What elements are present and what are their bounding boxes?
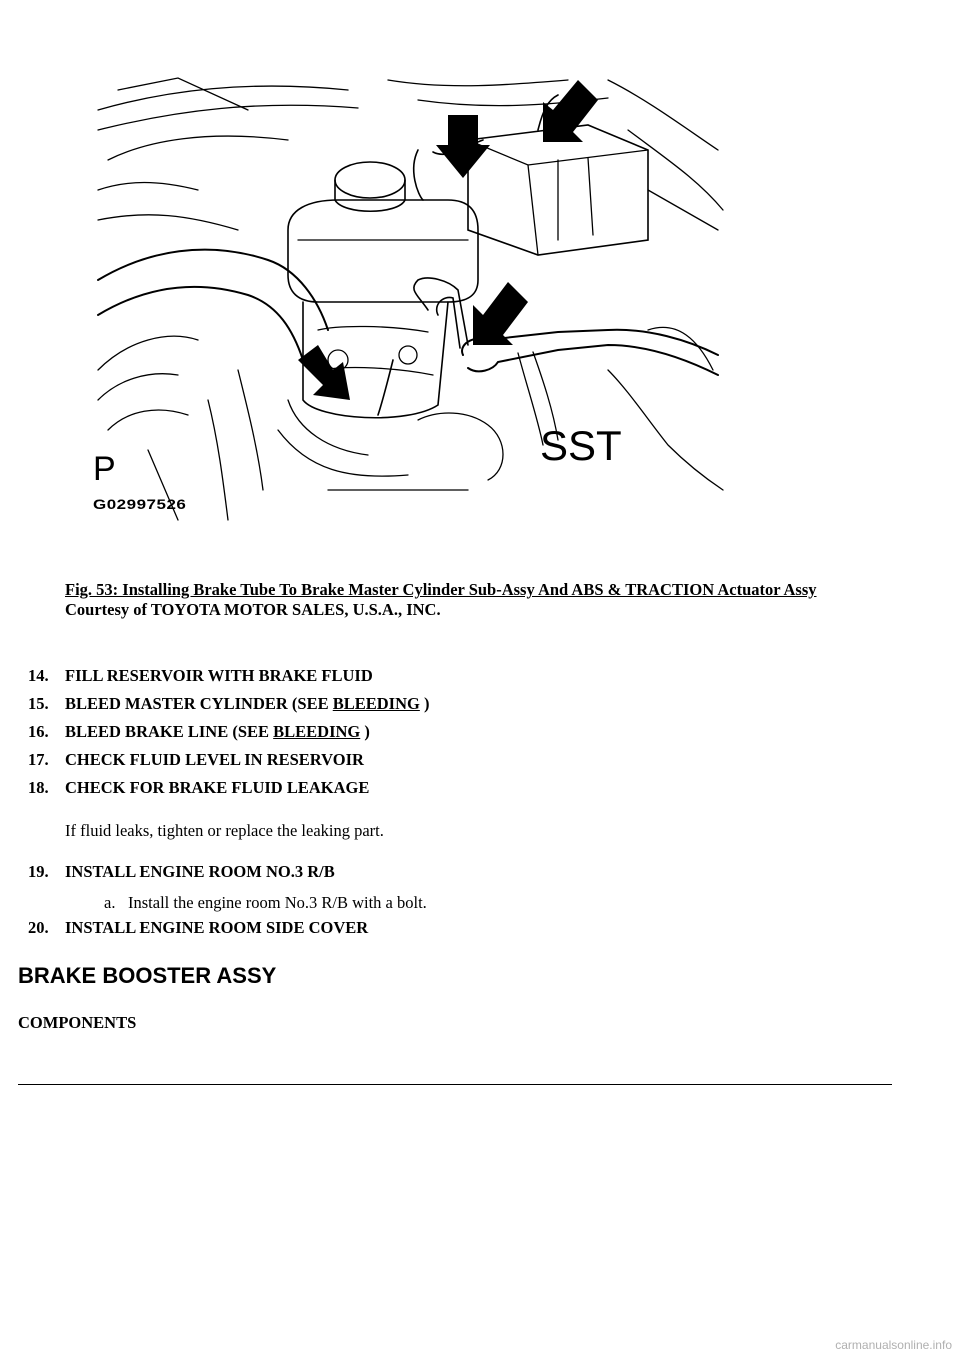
step-number: 18. [28,778,49,797]
step-text: BLEED MASTER CYLINDER (SEE [65,694,333,713]
step-text: BLEED BRAKE LINE (SEE [65,722,274,741]
step-16 [28,722,370,742]
step-text: FILL RESERVOIR WITH BRAKE FLUID [65,666,373,685]
step-20 [28,918,368,938]
caption-courtesy: Courtesy of TOYOTA MOTOR SALES, U.S.A., INC. [65,600,441,619]
horizontal-rule [18,1084,892,1085]
substep-text: Install the engine room No.3 R/B with a bolt. [128,893,427,912]
step-text: INSTALL ENGINE ROOM SIDE COVER [65,918,369,937]
step-18 [28,778,369,798]
step-15 [28,694,429,714]
step-number: 14. [28,666,49,685]
substep-label: a. [104,893,116,912]
step-14 [28,666,373,686]
step-number: 19. [28,862,49,881]
section-heading: BRAKE BOOSTER ASSY [18,963,277,988]
step-suffix: ) [360,722,370,741]
engine-bay-drawing [88,70,728,530]
step-text: CHECK FLUID LEVEL IN RESERVOIR [65,750,364,769]
caption-title[interactable]: Fig. 53: Installing Brake Tube To Brake Master Cylinder Sub-Assy And ABS & TRACTION Actuator Assy [65,580,817,599]
figure-caption [65,580,845,620]
figure-letter: P [93,450,116,488]
step-17 [28,750,364,770]
step-number: 20. [28,918,49,937]
figure-illustration [88,70,728,530]
watermark: carmanualsonline.info [835,1338,952,1352]
step-number: 15. [28,694,49,713]
step-19 [28,862,335,882]
section-subheading: COMPONENTS [18,1013,137,1032]
step-number: 17. [28,750,49,769]
bleeding-link[interactable]: BLEEDING [332,694,420,713]
step-number: 16. [28,722,49,741]
figure-sst-label: SST [540,422,622,469]
step-18-note: If fluid leaks, tighten or replace the leaking part. [65,821,384,840]
step-text: INSTALL ENGINE ROOM NO.3 R/B [65,862,335,881]
substep-19a [104,893,427,913]
figure-code: G02997526 [93,497,187,513]
step-suffix: ) [419,694,430,713]
bleeding-link[interactable]: BLEEDING [273,722,361,741]
step-text: CHECK FOR BRAKE FLUID LEAKAGE [65,778,370,797]
